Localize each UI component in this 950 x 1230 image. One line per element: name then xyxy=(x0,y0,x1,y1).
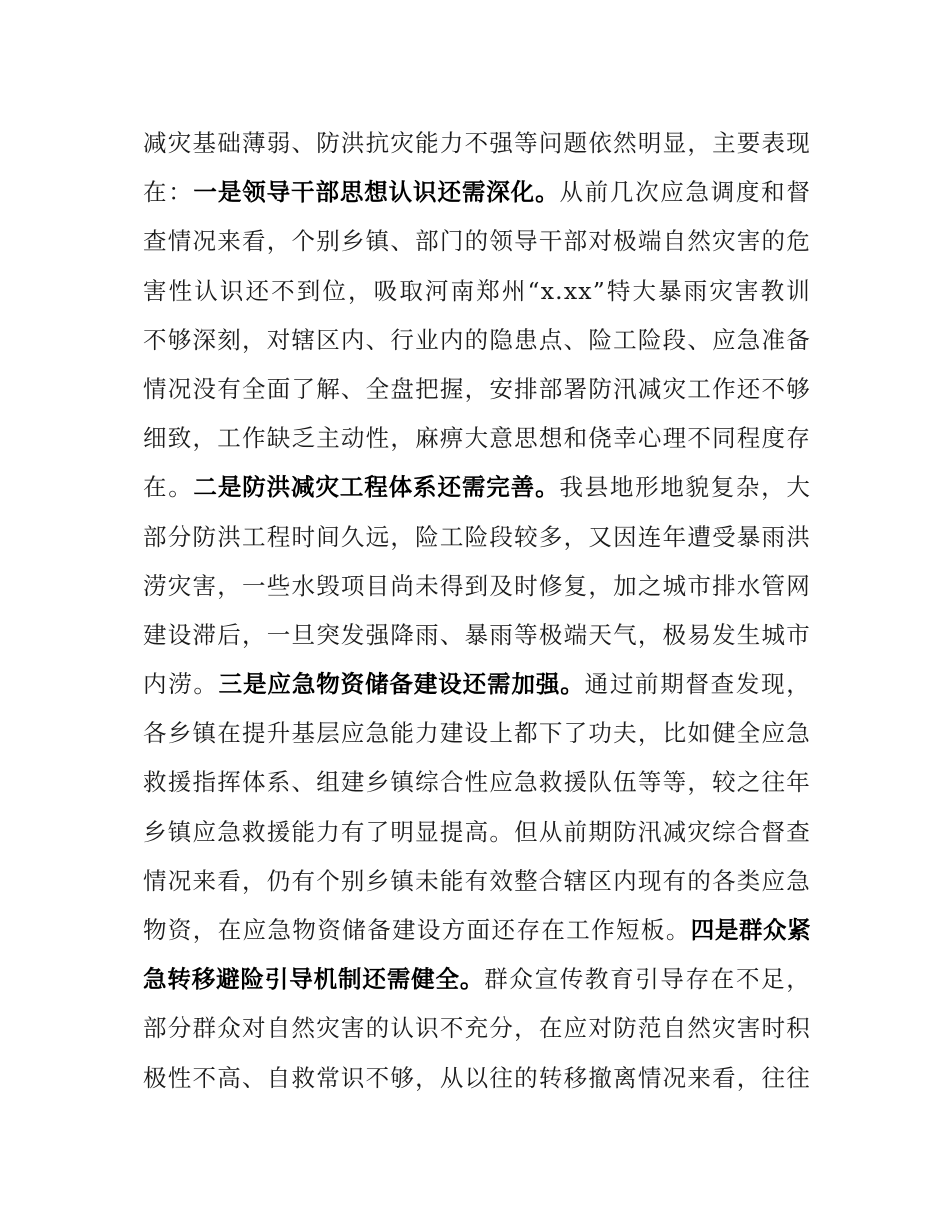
body-text-segment: 建设滞后，一旦突发强降雨、暴雨等极端天气，极易发生城市 xyxy=(143,620,811,649)
text-line xyxy=(143,611,811,660)
body-text-segment: 查情况来看，个别乡镇、部门的领导干部对极端自然灾害的危 xyxy=(143,227,811,256)
body-text-segment: 在。 xyxy=(143,473,194,502)
bold-heading-text: 四是群众紧 xyxy=(690,916,812,944)
body-text-segment: 物资，在应急物资储备建设方面还存在工作短板。 xyxy=(143,916,691,944)
body-text-segment: 细致，工作缺乏主动性，麻痹大意思想和侥幸心理不同程度存 xyxy=(143,424,811,453)
body-text-segment: 各乡镇在提升基层应急能力建设上都下了功夫，比如健全应急 xyxy=(143,719,811,748)
text-line xyxy=(143,267,811,316)
text-line xyxy=(143,1004,811,1053)
text-line xyxy=(143,463,811,512)
body-text-segment: 内涝。 xyxy=(143,670,219,699)
body-text-segment: 涝灾害，一些水毁项目尚未得到及时修复，加之城市排水管网 xyxy=(143,571,811,600)
body-text-segment: 部分防洪工程时间久远，险工险段较多，又因连年遭受暴雨洪 xyxy=(143,522,811,551)
body-text-segment: 我县地形地貌复杂，大 xyxy=(559,473,812,502)
bold-heading-text: 急转移避险引导机制还需健全。 xyxy=(143,965,485,994)
text-line xyxy=(143,316,811,365)
body-text-segment: 害性认识还不到位，吸取河南郑州“x.xx”特大暴雨灾害教训 xyxy=(143,276,811,305)
text-line xyxy=(143,562,811,611)
text-line xyxy=(143,906,811,955)
text-line xyxy=(143,414,811,463)
text-line xyxy=(143,808,811,857)
body-text xyxy=(143,119,811,1103)
body-text-segment: 部分群众对自然灾害的认识不充分，在应对防范自然灾害时积 xyxy=(143,1014,811,1043)
text-line xyxy=(143,217,811,266)
text-line xyxy=(143,709,811,758)
body-text-segment: 通过前期督查发现， xyxy=(584,670,811,699)
body-text-segment: 群众宣传教育引导存在不足， xyxy=(484,965,811,994)
body-text-segment: 从前几次应急调度和督 xyxy=(559,178,812,207)
bold-heading-text: 二是防洪减灾工程体系还需完善。 xyxy=(193,473,560,502)
text-line xyxy=(143,168,811,217)
text-line xyxy=(143,365,811,414)
text-line xyxy=(143,758,811,807)
bold-heading-text: 一是领导干部思想认识还需深化。 xyxy=(193,178,560,207)
body-text-segment: 不够深刻，对辖区内、行业内的隐患点、险工险段、应急准备 xyxy=(143,325,811,354)
body-text-segment: 情况来看，仍有个别乡镇未能有效整合辖区内现有的各类应急 xyxy=(143,866,811,895)
text-line xyxy=(143,660,811,709)
text-line xyxy=(143,857,811,906)
bold-heading-text: 三是应急物资储备建设还需加强。 xyxy=(218,670,585,699)
text-line xyxy=(143,513,811,562)
body-text-segment: 救援指挥体系、组建乡镇综合性应急救援队伍等等，较之往年 xyxy=(143,768,811,797)
text-line xyxy=(143,1054,811,1103)
text-line xyxy=(143,955,811,1004)
body-text-segment: 乡镇应急救援能力有了明显提高。但从前期防汛减灾综合督查 xyxy=(143,817,811,846)
text-line xyxy=(143,119,811,168)
body-text-segment: 减灾基础薄弱、防洪抗灾能力不强等问题依然明显，主要表现 xyxy=(143,129,811,157)
body-text-segment: 情况没有全面了解、全盘把握，安排部署防汛减灾工作还不够 xyxy=(143,374,811,403)
body-text-segment: 在： xyxy=(143,178,194,207)
body-text-segment: 极性不高、自救常识不够，从以往的转移撤离情况来看，往往 xyxy=(143,1063,811,1092)
